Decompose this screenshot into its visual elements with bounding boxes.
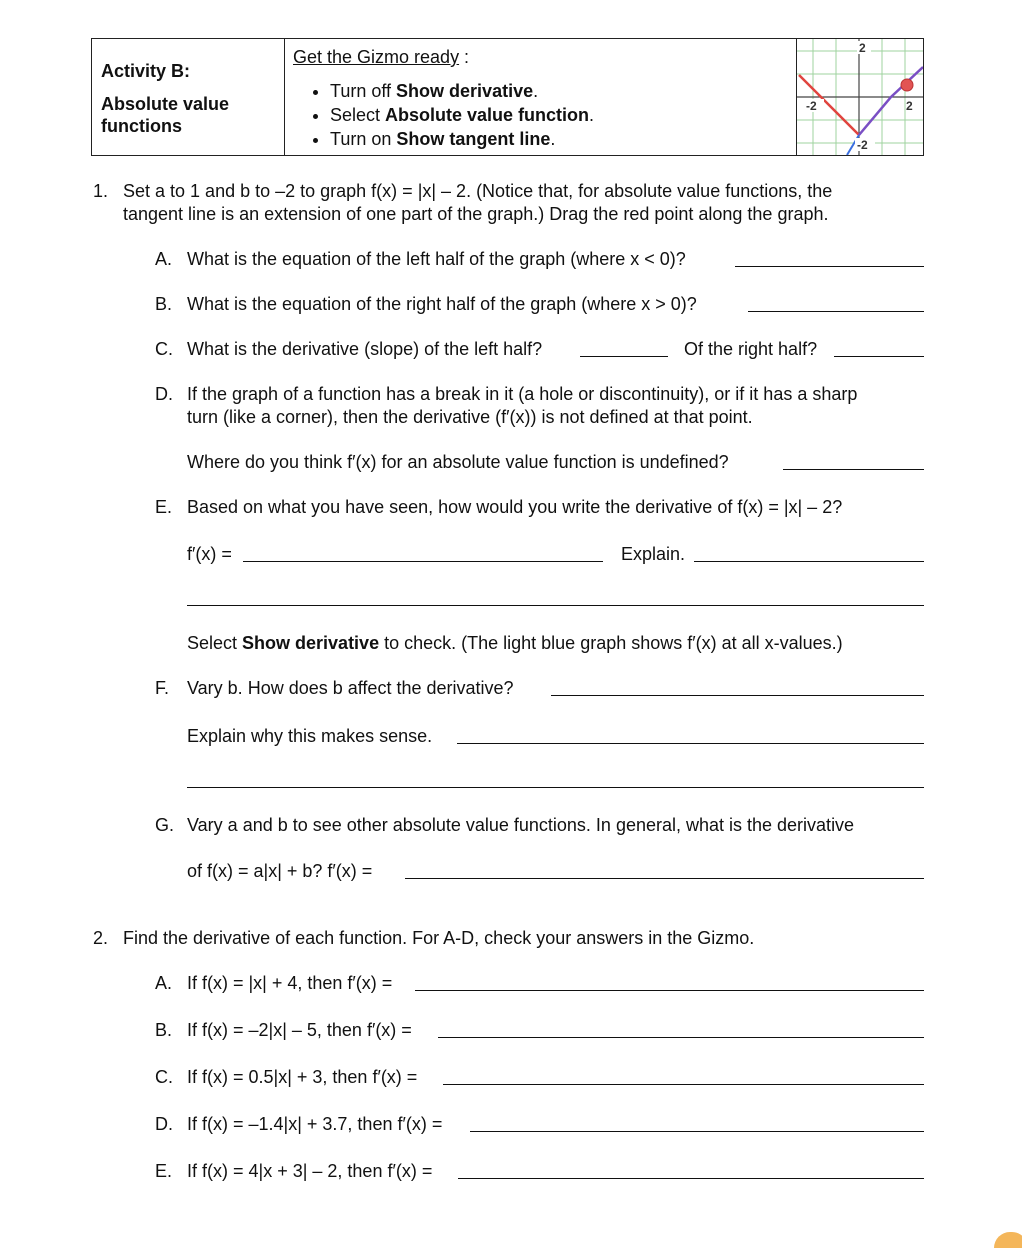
q1b-text: What is the equation of the right half of the graph (where x > 0)? bbox=[187, 294, 697, 314]
draggable-point[interactable] bbox=[901, 79, 913, 91]
activity-label-cell bbox=[92, 39, 285, 155]
q1f-text: Vary b. How does b affect the derivative? bbox=[187, 678, 514, 698]
q1g-letter: G. bbox=[155, 815, 175, 835]
setup-step: • Turn on Show tangent line. bbox=[330, 127, 594, 151]
activity-title: Absolute value functions bbox=[101, 94, 230, 136]
q2a-letter: A. bbox=[155, 973, 173, 993]
q1g-line1: Vary a and b to see other absolute value functions. In general, what is the derivative bbox=[187, 815, 855, 835]
q2-text: Find the derivative of each function. For A-D, check your answers in the Gizmo. bbox=[123, 928, 755, 948]
q1c-text2: Of the right half? bbox=[684, 339, 818, 359]
q1e-text: Based on what you have seen, how would you write the derivative of f(x) = |x| – 2? bbox=[187, 497, 843, 517]
q1e-fx-blank[interactable] bbox=[243, 561, 603, 562]
q1e-explain-label: Explain. bbox=[621, 544, 686, 564]
q2a-text: If f(x) = |x| + 4, then f′(x) = bbox=[187, 973, 393, 993]
q1f-explain-blank[interactable] bbox=[457, 743, 924, 744]
q2e-text: If f(x) = 4|x + 3| – 2, then f′(x) = bbox=[187, 1161, 433, 1181]
setup-step: • Select Absolute value function. bbox=[330, 103, 594, 127]
ready-title: Get the Gizmo ready bbox=[293, 47, 460, 67]
q2c-letter: C. bbox=[155, 1067, 173, 1087]
q2d-text: If f(x) = –1.4|x| + 3.7, then f′(x) = bbox=[187, 1114, 443, 1134]
activity-label: Activity B: bbox=[101, 61, 191, 81]
setup-step: • Turn off Show derivative. bbox=[330, 79, 594, 103]
q1e-explain-blank[interactable] bbox=[694, 561, 924, 562]
q1b-answer-blank[interactable] bbox=[748, 311, 924, 312]
q1e-letter: E. bbox=[155, 497, 173, 517]
q1e-explain-blank-2[interactable] bbox=[187, 605, 924, 606]
q1f-answer-blank[interactable] bbox=[551, 695, 924, 696]
q2b-text: If f(x) = –2|x| – 5, then f′(x) = bbox=[187, 1020, 412, 1040]
q1c-text: What is the derivative (slope) of the left half? bbox=[187, 339, 543, 359]
q1-text-line2: tangent line is an extension of one part of the graph.) Drag the red point along the graph. bbox=[123, 204, 829, 224]
q1c-right-blank[interactable] bbox=[834, 356, 924, 357]
q1f-explain-label: Explain why this makes sense. bbox=[187, 726, 433, 746]
q1g-answer-blank[interactable] bbox=[405, 878, 924, 879]
gizmo-graph-thumbnail bbox=[797, 39, 923, 155]
q1-number: 1. bbox=[93, 181, 109, 201]
q2b-letter: B. bbox=[155, 1020, 173, 1040]
q1e-check-text: Select Show derivative to check. (The light blue graph shows f′(x) at all x-values.) bbox=[187, 633, 843, 653]
q1d-line1: If the graph of a function has a break in it (a hole or discontinuity), or if it has a sharp bbox=[187, 384, 858, 404]
q2c-text: If f(x) = 0.5|x| + 3, then f′(x) = bbox=[187, 1067, 418, 1087]
q1a-text: What is the equation of the left half of the graph (where x < 0)? bbox=[187, 249, 686, 269]
q1a-answer-blank[interactable] bbox=[735, 266, 924, 267]
page-corner-decoration bbox=[994, 1232, 1022, 1248]
q1d-letter: D. bbox=[155, 384, 173, 404]
q2d-answer-blank[interactable] bbox=[470, 1131, 924, 1132]
activity-header-table bbox=[91, 38, 924, 156]
gizmo-ready-cell: Get the Gizmo ready : • Turn off Show derivative. • Select Absolute value function. • Turn on Show tangent line. bbox=[284, 39, 797, 155]
q2b-answer-blank[interactable] bbox=[438, 1037, 924, 1038]
q2c-answer-blank[interactable] bbox=[443, 1084, 924, 1085]
q1b-letter: B. bbox=[155, 294, 173, 314]
q1f-explain-blank-2[interactable] bbox=[187, 787, 924, 788]
q1c-letter: C. bbox=[155, 339, 173, 359]
q1a-letter: A. bbox=[155, 249, 173, 269]
q1e-fx-label: f′(x) = bbox=[187, 544, 232, 564]
q2a-answer-blank[interactable] bbox=[415, 990, 924, 991]
q1d-line2: turn (like a corner), then the derivative (f′(x)) is not defined at that point. bbox=[187, 407, 753, 427]
q1g-line2: of f(x) = a|x| + b? f′(x) = bbox=[187, 861, 373, 881]
axis-label: 2 bbox=[906, 99, 913, 113]
q1f-letter: F. bbox=[155, 678, 170, 698]
axis-label: -2 bbox=[857, 138, 868, 152]
setup-steps bbox=[300, 79, 594, 151]
gizmo-thumbnail-cell bbox=[797, 39, 923, 155]
axis-label: -2 bbox=[806, 99, 817, 113]
q1c-left-blank[interactable] bbox=[580, 356, 668, 357]
q2e-answer-blank[interactable] bbox=[458, 1178, 924, 1179]
q1-text-line1: Set a to 1 and b to –2 to graph f(x) = |x| – 2. (Notice that, for absolute value functions, the bbox=[123, 181, 833, 201]
tangent-line bbox=[859, 67, 923, 135]
q2e-letter: E. bbox=[155, 1161, 173, 1181]
axis-label: 2 bbox=[859, 41, 866, 55]
q2-number: 2. bbox=[93, 928, 109, 948]
q1d-answer-blank[interactable] bbox=[783, 469, 924, 470]
q2d-letter: D. bbox=[155, 1114, 173, 1134]
q1d-line3: Where do you think f′(x) for an absolute value function is undefined? bbox=[187, 452, 729, 472]
